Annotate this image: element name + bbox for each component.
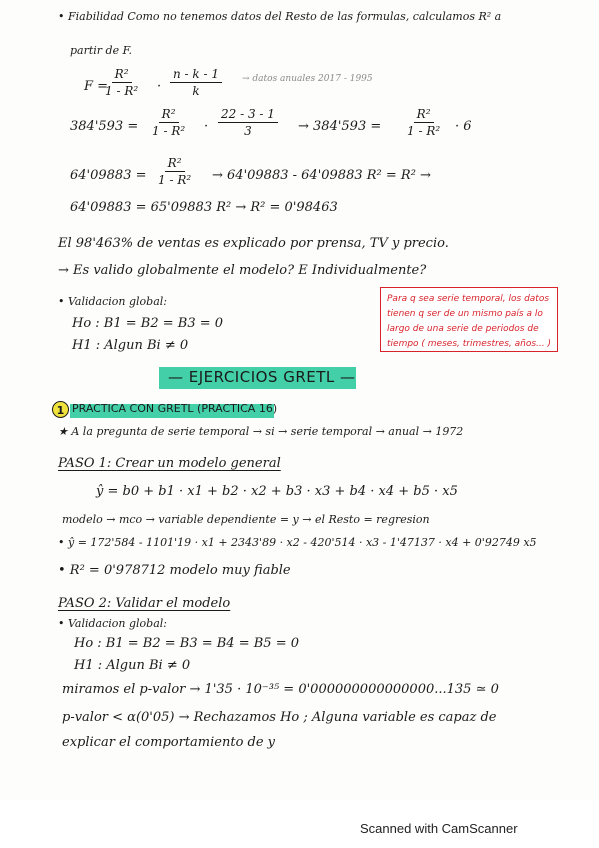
f2-c-numerator: R² [414,107,434,123]
f1-a-numerator: R² [112,67,132,83]
f1-dot: · [157,79,162,94]
partir-line: partir de F. [70,44,133,57]
note-line: tienen q ser de un mismo país a lo [387,309,543,319]
paso1-heading: PASO 1: Crear un modelo general [58,456,281,471]
f2-fraction-a [152,107,185,138]
time-series-note-box [380,287,558,352]
f3-lhs: 64'09883 = [70,168,147,183]
f1-annual-note: → datos anuales 2017 - 1995 [242,74,373,84]
f2-a-denominator: 1 - R² [152,124,186,138]
f2-fraction-c [407,107,440,138]
r2-solution-line: 64'09883 = 65'09883 R² → R² = 0'98463 [70,200,338,215]
h0-line: Ho : B1 = B2 = B3 = 0 [72,316,224,331]
paso2-heading: PASO 2: Validar el modelo [58,596,231,611]
f2-lhs: 384'593 = [70,119,139,134]
f2-tail: · 6 [455,119,472,134]
f2-fraction-b [218,107,278,138]
r2-model-line: • R² = 0'978712 modelo muy fiable [58,563,291,578]
f2-b-numerator: 22 - 3 - 1 [218,107,278,123]
scanner-watermark: Scanned with CamScanner [360,821,518,836]
f1-a-denominator: 1 - R² [105,84,139,98]
f3-fraction-a [158,156,191,187]
estimated-model-line: • ŷ = 172'584 - 1101'19 · x1 + 2343'89 · x2 - 420'514 · x3 - 1'47137 · x4 + 0'92749 x5 [58,536,537,549]
f2-b-denominator: 3 [244,124,252,138]
section-title: — EJERCICIOS GRETL — [168,368,356,386]
global-validation-heading: • Validacion global: [58,295,168,308]
p-value-line: miramos el p-valor → 1'35 · 10⁻³⁵ = 0'000000000000000...135 ≃ 0 [62,682,499,697]
conclusion-line: p-valor < 𝛼(0'05) → Rechazamos Ho ; Alguna variable es capaz de [62,710,497,725]
serie-temporal-line: ★ A la pregunta de serie temporal → si → serie temporal → anual → 1972 [58,425,464,438]
f1-b-numerator: n - k - 1 [170,67,222,83]
f3-a-denominator: 1 - R² [158,173,192,187]
f3-rhs: → 64'09883 - 64'09883 R² = R² → [212,168,431,183]
general-model-equation: ŷ = b0 + b1 · x1 + b2 · x2 + b3 · x3 + b4 · x4 + b5 · x5 [96,484,458,499]
f3-a-numerator: R² [165,156,185,172]
f2-dot: · [204,119,209,134]
f2-a-numerator: R² [159,107,179,123]
h0-line-2: Ho : B1 = B2 = B3 = B4 = B5 = 0 [74,636,299,651]
f2-arrow-expr: → 384'593 = [298,119,382,134]
note-line: Para q sea serie temporal, los datos [387,294,550,304]
f1-fraction-b [170,67,222,98]
f1-b-denominator: k [192,84,200,98]
global-validation-heading-2: • Validacion global: [58,617,168,630]
gretl-steps-line: modelo → mco → variable dependiente = y → el Resto = regresion [62,513,430,526]
f1-fraction-a [105,67,138,98]
note-line: tiempo ( meses, trimestres, años... ) [387,339,551,349]
note-line: largo de una serie de periodos de [387,324,539,334]
f2-c-denominator: 1 - R² [407,124,441,138]
f1-lhs: F = [84,79,109,94]
conclusion-line-2: explicar el comportamiento de y [62,735,276,750]
h1-line: H1 : Algun Bi ≠ 0 [72,338,189,353]
question-line: → Es valido globalmente el modelo? E Individualmente? [58,263,427,278]
interpretation-line: El 98'463% de ventas es explicado por prensa, TV y precio. [58,236,449,251]
practica-heading: PRACTICA CON GRETL (PRACTICA 16) [72,402,278,415]
practica-number-badge: 1 [52,401,69,418]
fiabilidad-line: • Fiabilidad Como no tenemos datos del Resto de las formulas, calculamos R² a [58,10,502,23]
h1-line-2: H1 : Algun Bi ≠ 0 [74,658,191,673]
